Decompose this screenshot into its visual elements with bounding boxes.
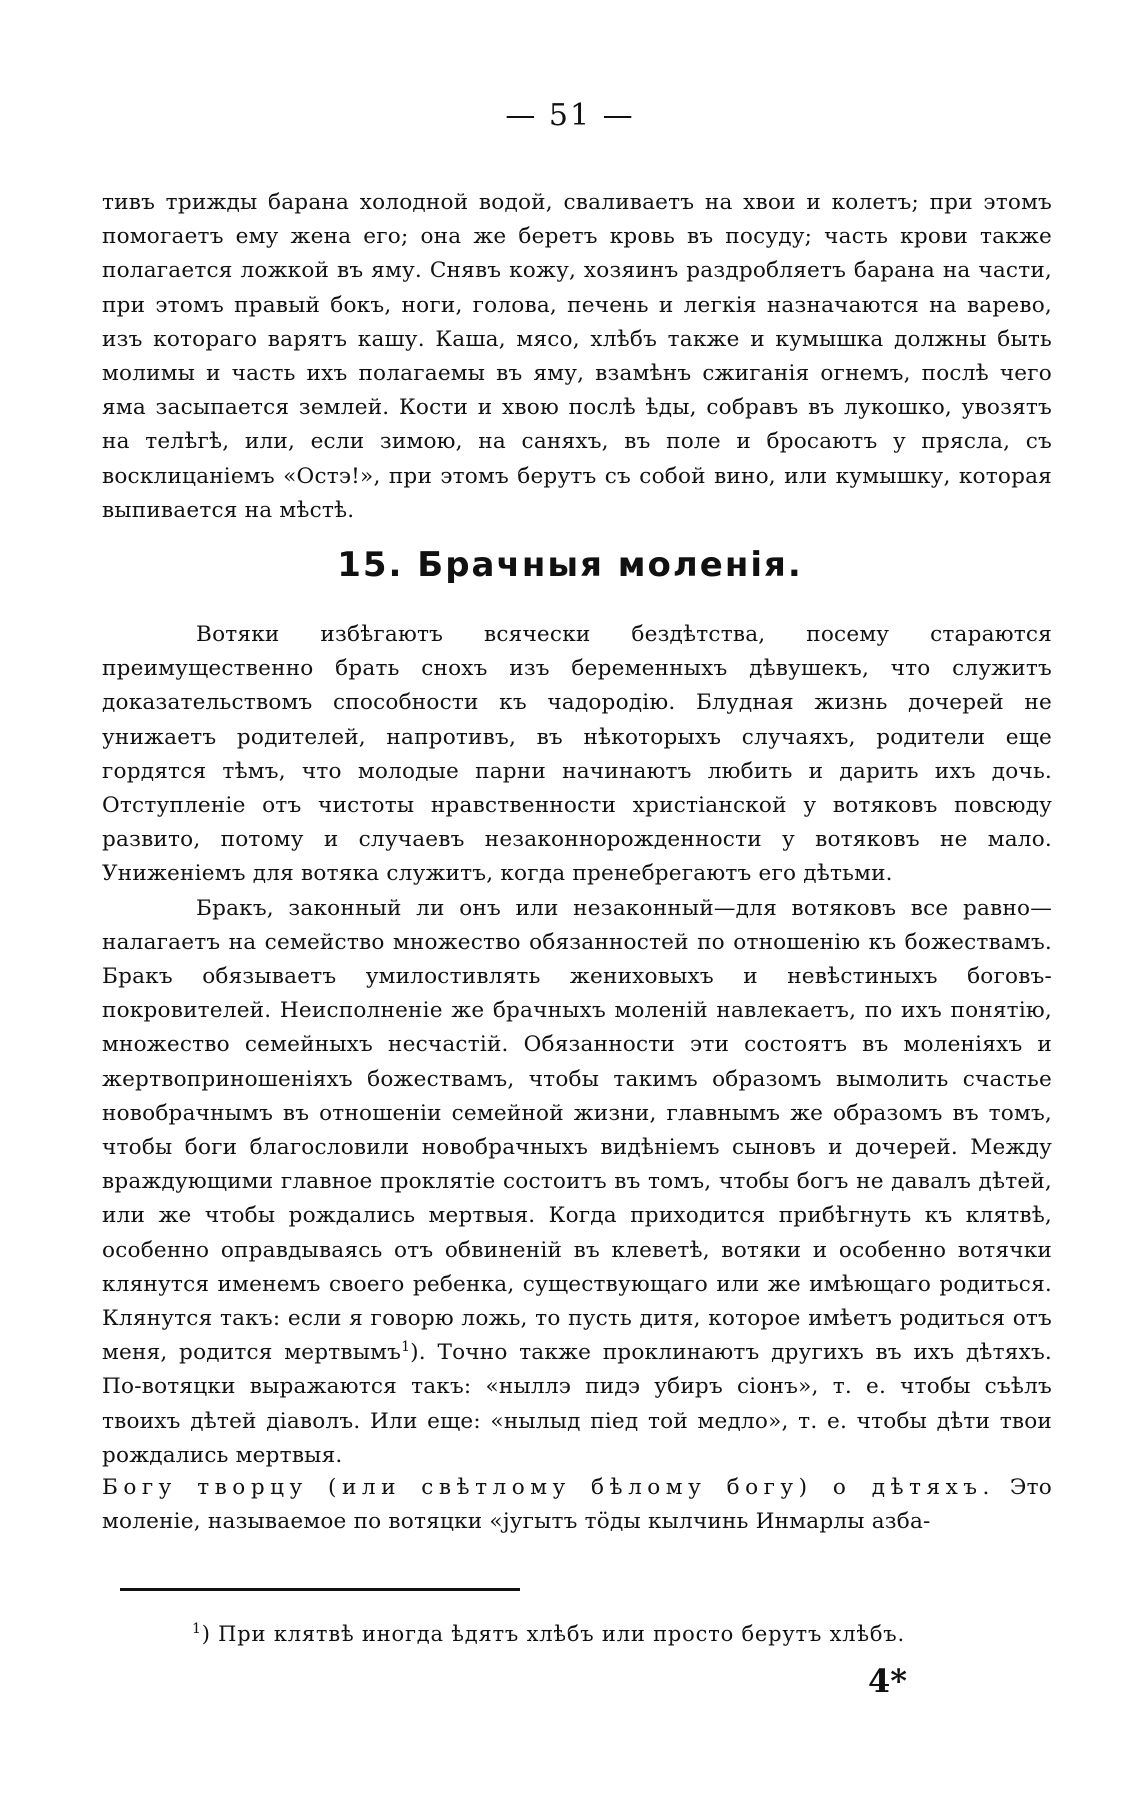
paragraph-childlessness: Вотяки избѣгаютъ всячески бездѣтства, посему стараются преимущественно брать снохъ изъ беременныхъ дѣвушекъ, что служитъ доказательствомъ способности къ чадородію. Блудная жизнь дочерей не унижаетъ родителей, напротивъ, въ нѣкоторыхъ случаяхъ, родители еще гордятся тѣмъ, что молодые парни начинаютъ любить и дарить ихъ дочь. Отступленіе отъ чистоты нравственности христіанской у вотяковъ повсюду развито, потому и случаевъ незаконнорожденности у вотяковъ не мало. Униженіемъ для вотяка служитъ, когда пренебрегаютъ его дѣтьми. [102,622,1052,887]
paragraph-sacrifice-end [102,186,1052,528]
footnote-text: ) При клятвѣ иногда ѣдятъ хлѣбъ или просто берутъ хлѣбъ. [201,1622,905,1646]
paragraph-prayer-to-creator [102,1471,1052,1539]
footnote [192,1622,905,1646]
paragraph-text: тивъ трижды барана холодной водой, сваливаетъ на хвои и колетъ; при этомъ помогаетъ ему жена его; она же беретъ кровь въ посуду; часть крови также полагается ложкой въ яму. Снявъ кожу, хозяинъ раздробляетъ барана на части, при этомъ правый бокъ, ноги, голова, печень и легкія назначаются на варево, изъ котораго варятъ кашу. Каша, мясо, хлѣбъ также и кумышка должны быть молимы и часть ихъ полагаемы въ яму, взамѣнъ сжиганія огнемъ, послѣ чего яма засыпается землей. Кости и хвою послѣ ѣды, собравъ въ лукошко, увозятъ на телѣгѣ, или, если зимою, на саняхъ, въ поле и бросаютъ у прясла, съ восклицаніемъ «Остэ!», при этомъ берутъ съ собой вино, или кумышку, которая выпивается на мѣстѣ. [102,190,1052,523]
subheading-spaced: Богу творцу (или свѣтлому бѣлому богу) о дѣтяхъ. [102,1475,995,1500]
page-number: — 51 — [505,98,635,133]
footnote-mark: 1 [192,1621,202,1637]
footnote-reference[interactable]: 1 [401,1339,411,1356]
signature-mark: 4* [868,1662,907,1700]
section-body [102,618,1052,1473]
paragraph-text: Это моленіе, называемое по вотяцки «југытъ тӧды кылчинь Инмарлы азба- [102,1475,1052,1535]
paragraph-text: Бракъ, законный ли онъ или незаконный—для вотяковъ все равно—налагаетъ на семейство множество обязанностей по отношенію къ божествамъ. Бракъ обязываетъ умилостивлять жениховыхъ и невѣстиныхъ боговъ-покровителей. Неисполненіе же брачныхъ моленій навлекаетъ, по ихъ понятію, множество семейныхъ несчастій. Обязанности эти состоятъ въ моленіяхъ и жертвоприношеніяхъ божествамъ, чтобы такимъ образомъ вымолить счастье новобрачнымъ въ отношеніи семейной жизни, главнымъ же образомъ въ томъ, чтобы боги благословили новобрачныхъ видѣніемъ сыновъ и дочерей. Между враждующими главное проклятіе состоитъ въ томъ, чтобы богъ не давалъ дѣтей, или же чтобы рождались мертвыя. Когда приходится прибѣгнуть къ клятвѣ, особенно оправдываясь отъ обвиненій въ клеветѣ, вотяки и особенно вотячки клянутся именемъ своего ребенка, существующаго или же имѣющаго родиться. Клянутся такъ: если я говорю ложь, то пусть дитя, которое имѣетъ родиться отъ меня, родится мертвымъ [102,895,1052,1366]
section-heading: 15. Брачныя моленія. [337,545,803,585]
paragraph-marriage-duties [102,892,1052,1473]
paragraph-text-tail: ). Точно также проклинаютъ другихъ въ ихъ дѣтяхъ. По-вотяцки выражаются такъ: «ныллэ пидэ убиръ сіонъ», т. е. чтобы съѣлъ твоихъ дѣтей діаволъ. Или еще: «нылыд пiед той медло», т. е. чтобы дѣти твои рождались мертвыя. [102,1340,1052,1468]
footnote-divider [120,1588,520,1591]
